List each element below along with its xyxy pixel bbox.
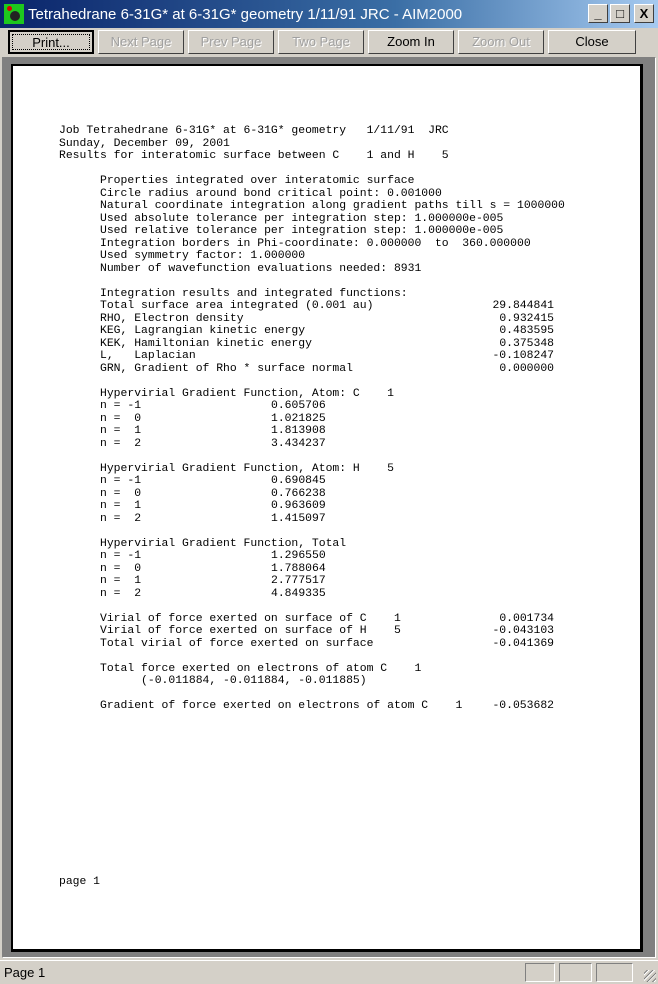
document-line — [59, 588, 579, 601]
line-text: Total surface area integrated (0.001 au) — [59, 300, 374, 312]
app-icon[interactable] — [4, 4, 24, 24]
line-text: n = 2 — [59, 587, 142, 600]
line-value: 0.963609 — [271, 500, 326, 512]
line-value: 0.766238 — [271, 487, 326, 500]
line-value: 29.844841 — [492, 300, 554, 312]
document-line — [59, 138, 579, 151]
document-line — [59, 625, 579, 638]
document-line — [59, 650, 579, 663]
line-text: Total force exerted on electrons of atom C 1 — [59, 662, 422, 675]
document-line — [59, 550, 579, 563]
document-line — [59, 213, 579, 226]
document-line — [59, 450, 579, 463]
document-line — [59, 413, 579, 426]
line-text: Virial of force exerted on surface of C 1 — [59, 612, 401, 625]
document-line — [59, 250, 579, 263]
line-value: 0.932415 — [499, 312, 554, 325]
line-text: Hypervirial Gradient Function, Total — [59, 537, 347, 550]
line-text: n = 0 — [59, 562, 142, 575]
line-text: n = 0 — [59, 412, 142, 425]
line-text: Properties integrated over interatomic surface — [59, 175, 415, 187]
line-text: Used relative tolerance per integration step: 1.000000e-005 — [59, 225, 504, 237]
zoom-in-button[interactable]: Zoom In — [368, 30, 454, 54]
maximize-button[interactable]: □ — [610, 4, 630, 23]
document-line — [59, 338, 579, 351]
two-page-button: Two Page — [278, 30, 364, 54]
line-value: 3.434237 — [271, 437, 326, 450]
document-line — [59, 288, 579, 301]
document-line — [59, 700, 579, 713]
line-text: KEK, Hamiltonian kinetic energy — [59, 337, 312, 350]
line-value: -0.043103 — [492, 625, 554, 637]
document-line — [59, 438, 579, 451]
line-text: Virial of force exerted on surface of H 5 — [59, 625, 401, 637]
line-text: n = -1 — [59, 550, 142, 562]
document-line — [59, 425, 579, 438]
document-line — [59, 500, 579, 513]
minimize-button[interactable]: _ — [588, 4, 608, 23]
status-bar — [0, 960, 658, 984]
line-value: 0.001734 — [499, 612, 554, 625]
document-line — [59, 175, 579, 188]
line-text: Integration results and integrated functions: — [59, 287, 408, 300]
document-line — [59, 375, 579, 388]
line-text: Gradient of force exerted on electrons of atom C 1 — [59, 700, 463, 712]
document-line — [59, 163, 579, 176]
window-title: Tetrahedrane 6-31G* at 6-31G* geometry 1/11/91 JRC - AIM2000 — [28, 5, 463, 23]
document-line — [59, 575, 579, 588]
document-line — [59, 525, 579, 538]
line-value: 2.777517 — [271, 575, 326, 587]
document-line — [59, 688, 579, 701]
document-line — [59, 475, 579, 488]
line-text: Total virial of force exerted on surface — [59, 637, 374, 650]
line-text: n = 1 — [59, 500, 142, 512]
document-line — [59, 563, 579, 576]
line-text: Hypervirial Gradient Function, Atom: C 1 — [59, 387, 394, 400]
line-value: -0.053682 — [492, 700, 554, 712]
line-value: 1.813908 — [271, 425, 326, 437]
line-text: n = -1 — [59, 400, 142, 412]
document-line — [59, 538, 579, 551]
line-value: 1.788064 — [271, 562, 326, 575]
line-value: 1.415097 — [271, 512, 326, 525]
status-panel — [596, 963, 633, 982]
line-text: n = 2 — [59, 512, 142, 525]
document-line — [59, 300, 579, 313]
prev-page-button: Prev Page — [188, 30, 274, 54]
document-line — [59, 400, 579, 413]
document-line — [59, 488, 579, 501]
close-window-button[interactable]: X — [634, 4, 654, 23]
line-text: GRN, Gradient of Rho * surface normal — [59, 362, 353, 375]
toolbar — [8, 30, 636, 54]
line-value: 0.690845 — [271, 475, 326, 487]
document-line — [59, 263, 579, 276]
line-text: n = 1 — [59, 425, 142, 437]
document-line — [59, 388, 579, 401]
zoom-out-button: Zoom Out — [458, 30, 544, 54]
title-bar — [0, 0, 658, 28]
document-line — [59, 663, 579, 676]
line-text: Hypervirial Gradient Function, Atom: H 5 — [59, 462, 394, 475]
line-text: Sunday, December 09, 2001 — [59, 137, 230, 150]
line-text: (-0.011884, -0.011884, -0.011885) — [59, 675, 367, 687]
line-value: -0.041369 — [492, 637, 554, 650]
line-text: n = 0 — [59, 487, 142, 500]
line-value: 0.605706 — [271, 400, 326, 412]
document-line — [59, 638, 579, 651]
document-line — [59, 188, 579, 201]
line-text: Integration borders in Phi-coordinate: 0.000000 to 360.000000 — [59, 237, 531, 250]
line-text: RHO, Electron density — [59, 312, 244, 325]
print-button[interactable]: Print... — [8, 30, 94, 54]
document-line — [59, 513, 579, 526]
document-line — [59, 150, 579, 163]
resize-grip[interactable] — [644, 970, 656, 982]
line-text: Natural coordinate integration along gradient paths till s = 1000000 — [59, 200, 565, 212]
line-value: 0.000000 — [499, 362, 554, 375]
document-line — [59, 275, 579, 288]
line-value: 4.849335 — [271, 587, 326, 600]
close-button[interactable]: Close — [548, 30, 636, 54]
line-value: 0.483595 — [499, 325, 554, 337]
line-value: -0.108247 — [492, 350, 554, 362]
document-line — [59, 325, 579, 338]
line-text: Results for interatomic surface between C 1 and H 5 — [59, 150, 449, 162]
print-preview-area[interactable] — [2, 57, 656, 958]
document-line — [59, 613, 579, 626]
line-text: n = 1 — [59, 575, 142, 587]
line-text: Job Tetrahedrane 6-31G* at 6-31G* geometry 1/11/91 JRC — [59, 125, 449, 137]
document-text — [59, 125, 579, 713]
document-line — [59, 675, 579, 688]
status-panel — [525, 963, 555, 982]
document-line — [59, 225, 579, 238]
document-line — [59, 238, 579, 251]
document-line — [59, 463, 579, 476]
document-line — [59, 313, 579, 326]
line-text: Circle radius around bond critical point: 0.001000 — [59, 187, 442, 200]
line-text: Number of wavefunction evaluations needed: 8931 — [59, 262, 422, 275]
document-line — [59, 600, 579, 613]
line-text: n = 2 — [59, 437, 142, 450]
line-value: 0.375348 — [499, 337, 554, 350]
document-line — [59, 125, 579, 138]
line-text: Used symmetry factor: 1.000000 — [59, 250, 306, 262]
status-panel — [559, 963, 592, 982]
line-text: L, Laplacian — [59, 350, 196, 362]
line-text: n = -1 — [59, 475, 142, 487]
next-page-button: Next Page — [98, 30, 184, 54]
line-value: 1.021825 — [271, 412, 326, 425]
page-footer: page 1 — [59, 876, 101, 888]
line-text: KEG, Lagrangian kinetic energy — [59, 325, 306, 337]
document-line — [59, 363, 579, 376]
line-value: 1.296550 — [271, 550, 326, 562]
document-line — [59, 200, 579, 213]
status-text: Page 1 — [4, 965, 46, 980]
line-text: Used absolute tolerance per integration step: 1.000000e-005 — [59, 212, 504, 225]
preview-page — [11, 64, 643, 952]
document-line — [59, 350, 579, 363]
